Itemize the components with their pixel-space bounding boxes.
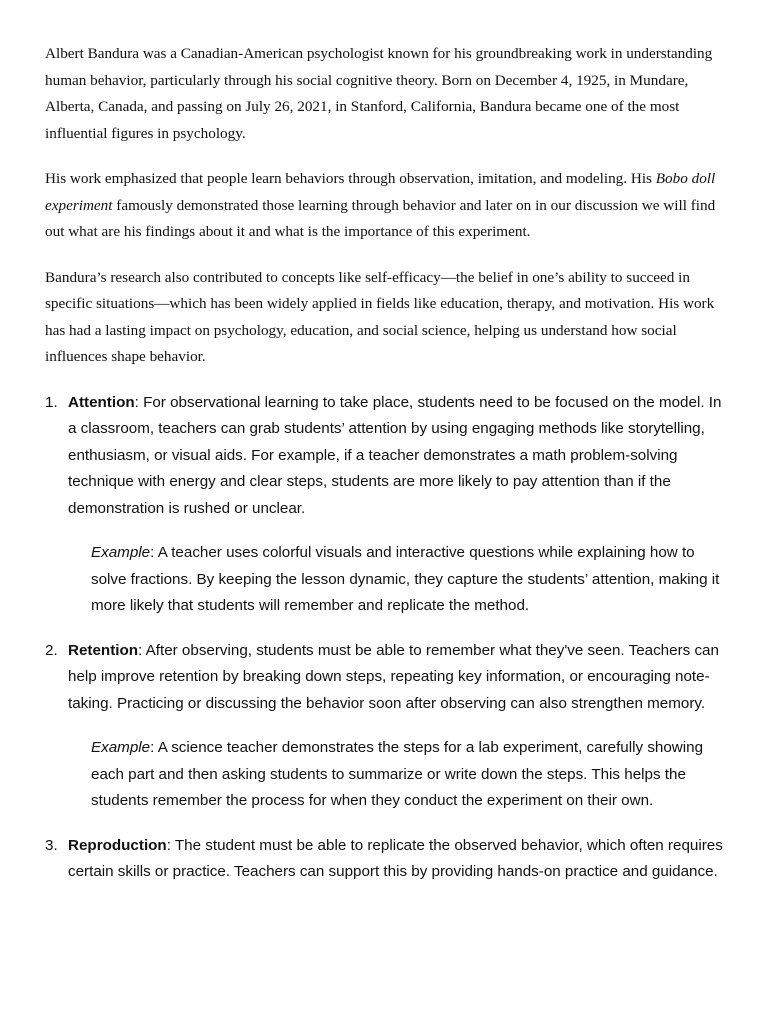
list-item-retention xyxy=(45,638,725,815)
retention-example xyxy=(91,735,725,815)
list-item-term: Attention xyxy=(68,393,135,411)
intro-paragraph xyxy=(45,41,725,147)
bobo-doll-experiment-italic: Bobo doll experiment xyxy=(45,170,716,214)
list-item-term: Retention xyxy=(68,641,139,659)
example-text: : A teacher uses colorful visuals and interactive questions while explaining how to solve fractions. By keeping the lesson dynamic, they capture the students’ attention, making it more likely that students will remember and replicate the method. xyxy=(91,544,720,614)
document-page xyxy=(45,41,725,904)
self-efficacy-paragraph xyxy=(45,265,725,371)
list-item-body xyxy=(68,833,725,886)
bobo-paragraph-text-before: His work emphasized that people learn behaviors through observation, imitation, and modeling. His xyxy=(45,170,656,187)
list-number: 2. xyxy=(45,641,58,659)
list-number: 3. xyxy=(45,836,58,854)
list-item-body xyxy=(68,638,725,718)
list-item-reproduction xyxy=(45,833,725,886)
list-item-body xyxy=(68,390,725,523)
list-item-text: : After observing, students must be able to remember what they've seen. Teachers can help improve retention by breaking down steps, repeating key information, or encouraging note-taking. Practicing or discussing the behavior soon after observing can also strengthen memory. xyxy=(68,641,719,712)
example-label: Example xyxy=(91,739,151,756)
intro-paragraph-text: Albert Bandura was a Canadian-American psychologist known for his groundbreaking work in understanding human behavior, particularly through his social cognitive theory. Born on December 4, 1925, in Mundare, Alberta, Canada, and passing on July 26, 2021, in Stanford, California, Bandura became one of the most influential figures in psychology. xyxy=(45,45,713,142)
example-text: : A science teacher demonstrates the steps for a lab experiment, carefully showing each part and then asking students to summarize or write down the steps. This helps the students remember the process for when they conduct the experiment on their own. xyxy=(91,739,704,809)
list-item-text: : For observational learning to take place, students need to be focused on the model. In a classroom, teachers can grab students’ attention by using engaging methods like storytelling, enthusiasm, or visual aids. For example, if a teacher demonstrates a math problem-solving technique with energy and clear steps, students are more likely to pay attention than if the demonstration is rushed or unclear. xyxy=(68,393,722,517)
list-number: 1. xyxy=(45,393,58,411)
bobo-doll-paragraph xyxy=(45,166,725,246)
list-item-term: Reproduction xyxy=(68,836,167,854)
self-efficacy-paragraph-text: Bandura’s research also contributed to concepts like self-efficacy—the belief in one’s ability to succeed in specific situations—which has been widely applied in fields like education, therapy, and motivation. His work has had a lasting impact on psychology, education, and social science, helping us understand how social influences shape behavior. xyxy=(45,268,715,365)
list-item-text: : The student must be able to replicate the observed behavior, which often requires certain skills or practice. Teachers can support this by providing hands-on practice and guidance. xyxy=(68,836,723,880)
bobo-paragraph-text-after: famously demonstrated those learning through behavior and later on in our discussion we will find out what are his findings about it and what is the importance of this experiment. xyxy=(45,196,716,240)
attention-example xyxy=(91,540,725,620)
list-item-attention xyxy=(45,390,725,620)
observational-learning-list xyxy=(45,390,725,886)
example-label: Example xyxy=(91,544,151,561)
